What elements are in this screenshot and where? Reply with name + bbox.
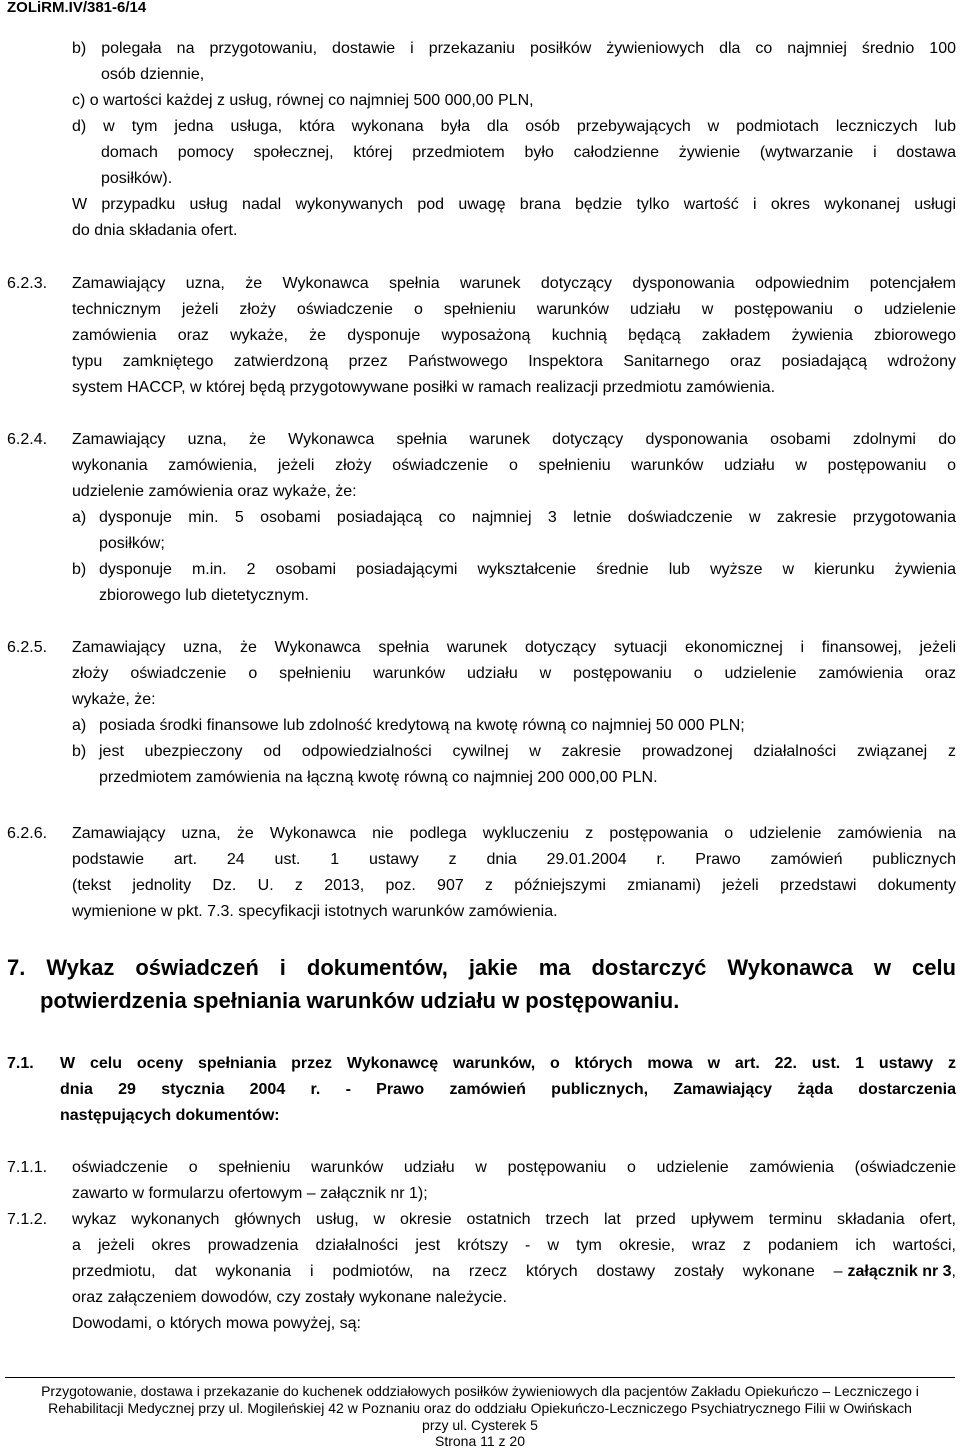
s626-line2: podstawie art. 24 ust. 1 ustawy z dnia 29.01.2004 r. Prawo zamówień publicznych (72, 851, 956, 868)
s623-line2: technicznym jeżeli złoży oświadczenie o spełnieniu warunków udziału w postępowaniu o udzielenie (72, 301, 956, 318)
s624-a-line2: posiłków; (99, 535, 165, 552)
intro-w-line2: do dnia składania ofert. (72, 222, 238, 239)
footer-divider (5, 1377, 955, 1378)
intro-b-line1: b) polegała na przygotowaniu, dostawie i przekazaniu posiłków żywieniowych dla co najmniej średnio 100 (72, 40, 956, 57)
document-header: ZOLiRM.IV/381-6/14 (7, 0, 147, 16)
s712-line4: oraz załączeniem dowodów, czy zostały wykonane należycie. (72, 1289, 507, 1306)
footer-line3: przy ul. Cysterek 5 (422, 1417, 538, 1433)
section-number-623: 6.2.3. (7, 275, 48, 292)
section-number-626: 6.2.6. (7, 825, 48, 842)
s712-line3-text: przedmiotu, dat wykonania i podmiotów, na rzecz których dostawy zostały wykonane – (72, 1263, 843, 1280)
s626-line3: (tekst jednolity Dz. U. z 2013, poz. 907 z późniejszymi zmianami) jeżeli przedstawi dokumenty (72, 877, 956, 894)
s623-line1: Zamawiający uzna, że Wykonawca spełnia warunek dotyczący dysponowania odpowiednim potencjałem (72, 275, 956, 292)
s624-line3: udzielenie zamówienia oraz wykaże, że: (72, 483, 357, 500)
footer-line1: Przygotowanie, dostawa i przekazanie do kuchenek oddziałowych posiłków żywieniowych dla pacjentów Zakładu Opiekuńczo – Leczniczego i (41, 1383, 919, 1399)
s712-attachment-ref: załącznik nr 3 (847, 1263, 952, 1280)
section-7-heading-line1: 7. Wykaz oświadczeń i dokumentów, jakie ma dostarczyć Wykonawca w celu (7, 955, 956, 980)
s712-line3 (72, 1263, 956, 1281)
footer-line2: Rehabilitacji Medycznej przy ul. Mogileńskiej 42 w Poznaniu oraz do oddziału Opiekuńczo-Leczniczego Psychiatrycznego Filii w Owińskach (48, 1400, 912, 1416)
s625-line2: złoży oświadczenie o spełnieniu warunków udziału w postępowaniu o udzielenie zamówienia oraz (72, 665, 956, 682)
intro-d-line3: posiłków). (101, 170, 173, 187)
s71-line3: następujących dokumentów: (60, 1107, 280, 1124)
section-number-625: 6.2.5. (7, 639, 48, 656)
s712-line5: Dowodami, o których mowa powyżej, są: (72, 1315, 361, 1332)
s711-line1: oświadczenie o spełnieniu warunków udziału w postępowaniu o udzielenie zamówienia (oświadczenie (72, 1159, 956, 1176)
intro-d-line1: d) w tym jedna usługa, która wykonana była dla osób przebywających w podmiotach leczniczych lub (72, 118, 956, 135)
s623-line3: zamówienia oraz wykaże, że dysponuje wyposażoną kuchnią będącą zakładem żywienia zbiorowego (72, 327, 956, 344)
s624-a-line1: dysponuje min. 5 osobami posiadającą co najmniej 3 letnie doświadczenie w zakresie przygotowania (99, 509, 956, 526)
s624-a-marker: a) (72, 509, 87, 526)
s71-line2: dnia 29 stycznia 2004 r. - Prawo zamówień publicznych, Zamawiający żąda dostarczenia (60, 1081, 956, 1098)
s625-a-line1: posiada środki finansowe lub zdolność kredytową na kwotę równą co najmniej 50 000 PLN; (99, 717, 745, 734)
section-number-624: 6.2.4. (7, 431, 48, 448)
s712-line3-comma: , (951, 1263, 956, 1280)
s625-line1: Zamawiający uzna, że Wykonawca spełnia warunek dotyczący sytuacji ekonomicznej i finansowej, jeżeli (72, 639, 956, 656)
intro-w-line1: W przypadku usług nadal wykonywanych pod uwagę brana będzie tylko wartość i okres wykonanej usługi (72, 196, 956, 213)
section-number-71: 7.1. (7, 1055, 34, 1072)
s624-b-line2: zbiorowego lub dietetycznym. (99, 587, 309, 604)
s625-b-marker: b) (72, 743, 87, 760)
section-number-711: 7.1.1. (7, 1159, 48, 1176)
s625-b-line1: jest ubezpieczony od odpowiedzialności cywilnej w zakresie prowadzonej działalności związanej z (99, 743, 956, 760)
intro-c-line: c) o wartości każdej z usług, równej co najmniej 500 000,00 PLN, (72, 92, 534, 109)
intro-b-line2: osób dziennie, (101, 66, 205, 83)
s623-line5: system HACCP, w której będą przygotowywane posiłki w ramach realizacji przedmiotu zamówienia. (72, 379, 776, 396)
s626-line1: Zamawiający uzna, że Wykonawca nie podlega wykluczeniu z postępowania o udzielenie zamówienia na (72, 825, 956, 842)
s624-line1: Zamawiający uzna, że Wykonawca spełnia warunek dotyczący dysponowania osobami zdolnymi do (72, 431, 956, 448)
s625-b-line2: przedmiotem zamówienia na łączną kwotę równą co najmniej 200 000,00 PLN. (99, 769, 658, 786)
s623-line4: typu zamkniętego zatwierdzoną przez Państwowego Inspektora Sanitarnego oraz posiadającą wdrożony (72, 353, 956, 370)
s624-b-marker: b) (72, 561, 87, 578)
section-number-712: 7.1.2. (7, 1211, 48, 1228)
s711-line2: zawarto w formularzu ofertowym – załącznik nr 1); (72, 1185, 428, 1202)
s712-line2: a jeżeli okres prowadzenia działalności jest krótszy - w tym okresie, wraz z podaniem ich wartości, (72, 1237, 956, 1254)
footer-page-number: Strona 11 z 20 (434, 1433, 526, 1449)
section-7-heading-line2: potwierdzenia spełniania warunków udziału w postępowaniu. (40, 988, 680, 1013)
s625-a-marker: a) (72, 717, 87, 734)
s624-b-line1: dysponuje m.in. 2 osobami posiadającymi wykształcenie średnie lub wyższe w kierunku żywienia (99, 561, 956, 578)
s625-line3: wykaże, że: (72, 691, 156, 708)
s712-line1: wykaz wykonanych głównych usług, w okresie ostatnich trzech lat przed upływem terminu składania ofert, (72, 1211, 956, 1228)
s626-line4: wymienione w pkt. 7.3. specyfikacji istotnych warunków zamówienia. (72, 903, 558, 920)
s624-line2: wykonania zamówienia, jeżeli złoży oświadczenie o spełnieniu warunków udziału w postępowaniu o (72, 457, 956, 474)
s71-line1: W celu oceny spełniania przez Wykonawcę warunków, o których mowa w art. 22. ust. 1 ustawy z (60, 1055, 956, 1072)
intro-d-line2: domach pomocy społecznej, której przedmiotem było całodzienne żywienie (wytwarzanie i dostawa (101, 144, 956, 161)
